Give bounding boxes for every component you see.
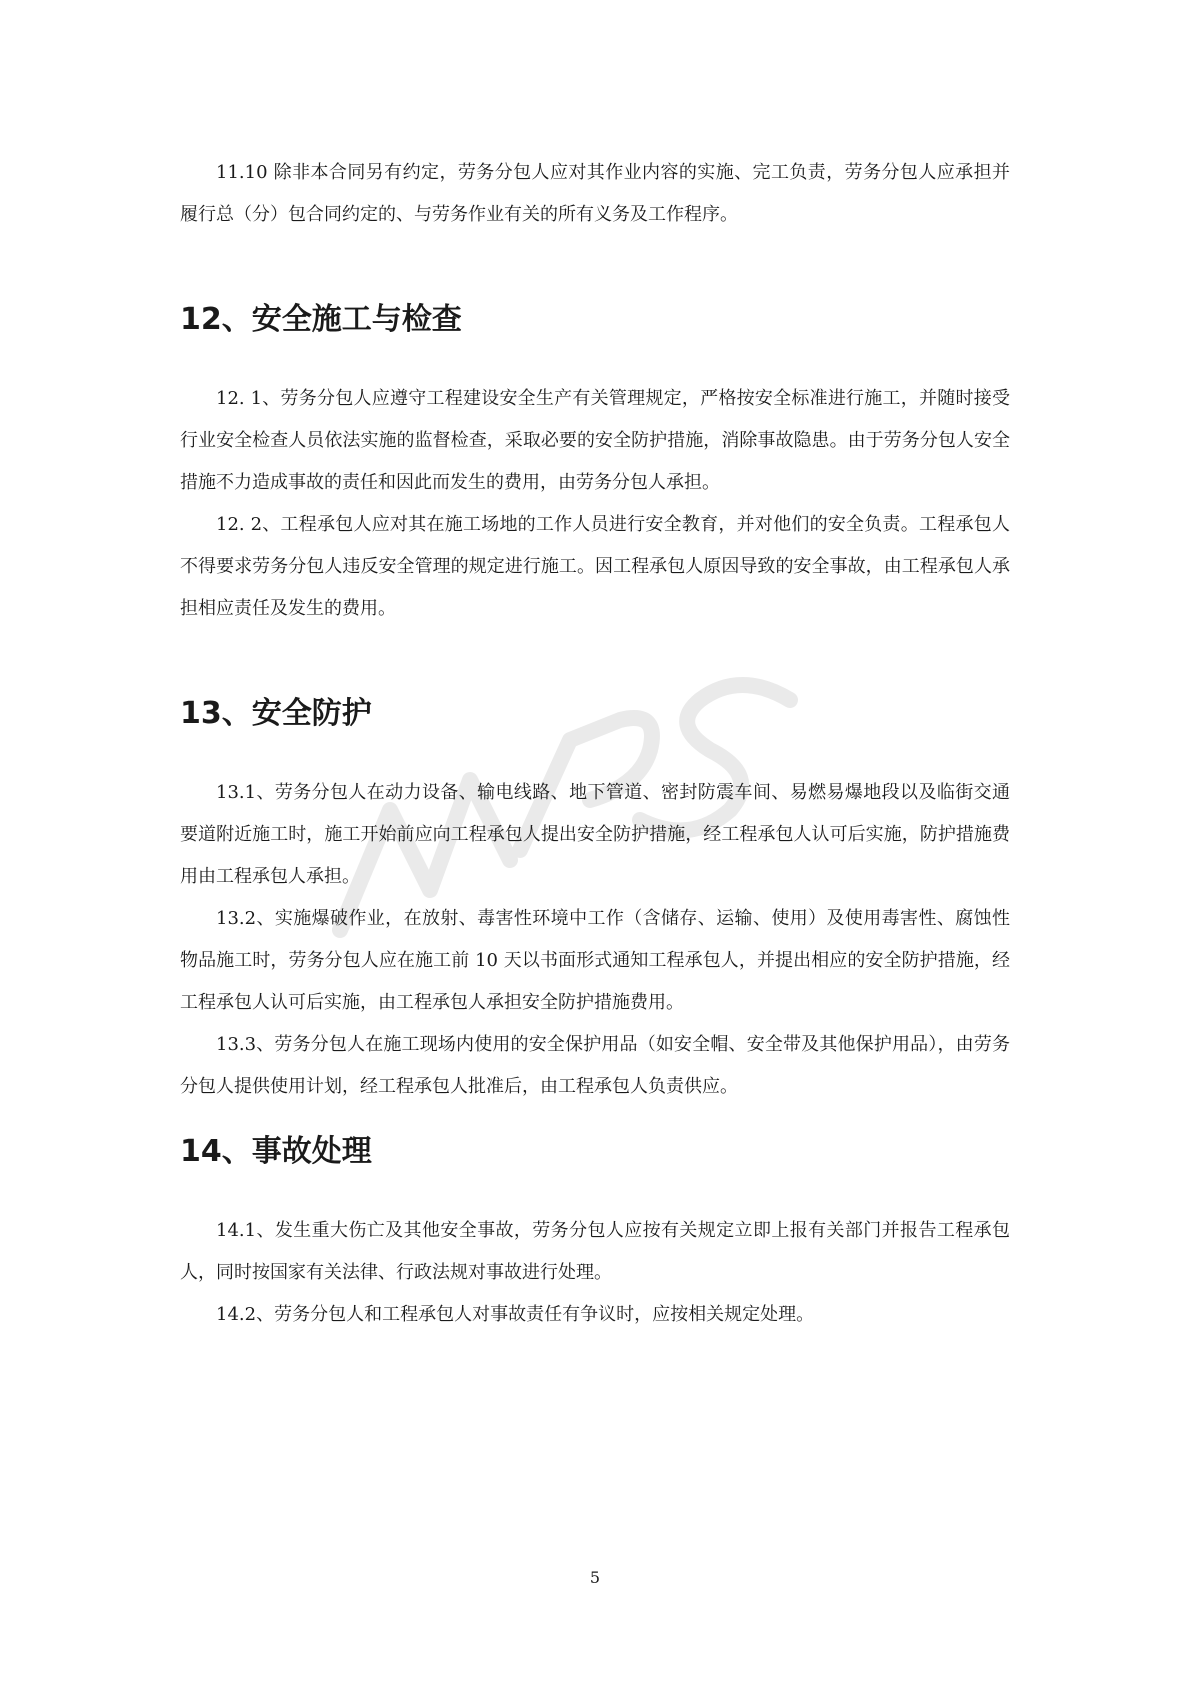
section-14-heading: 14、事故处理 [180, 1134, 372, 1169]
section-13-heading: 13、安全防护 [180, 696, 372, 731]
paragraph-12-1: 12. 1、劳务分包人应遵守工程建设安全生产有关管理规定，严格按安全标准进行施工，并随时接受行业安全检查人员依法实施的监督检查，采取必要的安全防护措施，消除事故隐患。由于劳务分包人安全措施不力造成事故的责任和因此而发生的费用，由劳务分包人承担。 [180, 388, 1010, 493]
page-number: 5 [589, 1568, 601, 1587]
paragraph-12-2: 12. 2、工程承包人应对其在施工场地的工作人员进行安全教育，并对他们的安全负责。工程承包人不得要求劳务分包人违反安全管理的规定进行施工。因工程承包人原因导致的安全事故，由工程承包人承担相应责任及发生的费用。 [180, 514, 1010, 619]
paragraph-14-2: 14.2、劳务分包人和工程承包人对事故责任有争议时，应按相关规定处理。 [216, 1304, 815, 1325]
paragraph-13-2: 13.2、实施爆破作业，在放射、毒害性环境中工作（含储存、运输、使用）及使用毒害性、腐蚀性物品施工时，劳务分包人应在施工前 10 天以书面形式通知工程承包人，并提出相应的安全防护措施，经工程承包人认可后实施，由工程承包人承担安全防护措施费用。 [180, 908, 1010, 1013]
paragraph-14-1: 14.1、发生重大伤亡及其他安全事故，劳务分包人应按有关规定立即上报有关部门并报告工程承包人，同时按国家有关法律、行政法规对事故进行处理。 [180, 1220, 1010, 1283]
paragraph-13-3: 13.3、劳务分包人在施工现场内使用的安全保护用品（如安全帽、安全带及其他保护用品），由劳务分包人提供使用计划，经工程承包人批准后，由工程承包人负责供应。 [180, 1034, 1010, 1097]
document-body [180, 152, 1010, 1336]
paragraph-11-10: 11.10 除非本合同另有约定，劳务分包人应对其作业内容的实施、完工负责，劳务分包人应承担并履行总（分）包合同约定的、与劳务作业有关的所有义务及工作程序。 [180, 162, 1010, 225]
section-12-heading: 12、安全施工与检查 [180, 302, 462, 337]
paragraph-13-1: 13.1、劳务分包人在动力设备、输电线路、地下管道、密封防震车间、易燃易爆地段以及临街交通要道附近施工时，施工开始前应向工程承包人提出安全防护措施，经工程承包人认可后实施，防护措施费用由工程承包人承担。 [180, 782, 1010, 887]
